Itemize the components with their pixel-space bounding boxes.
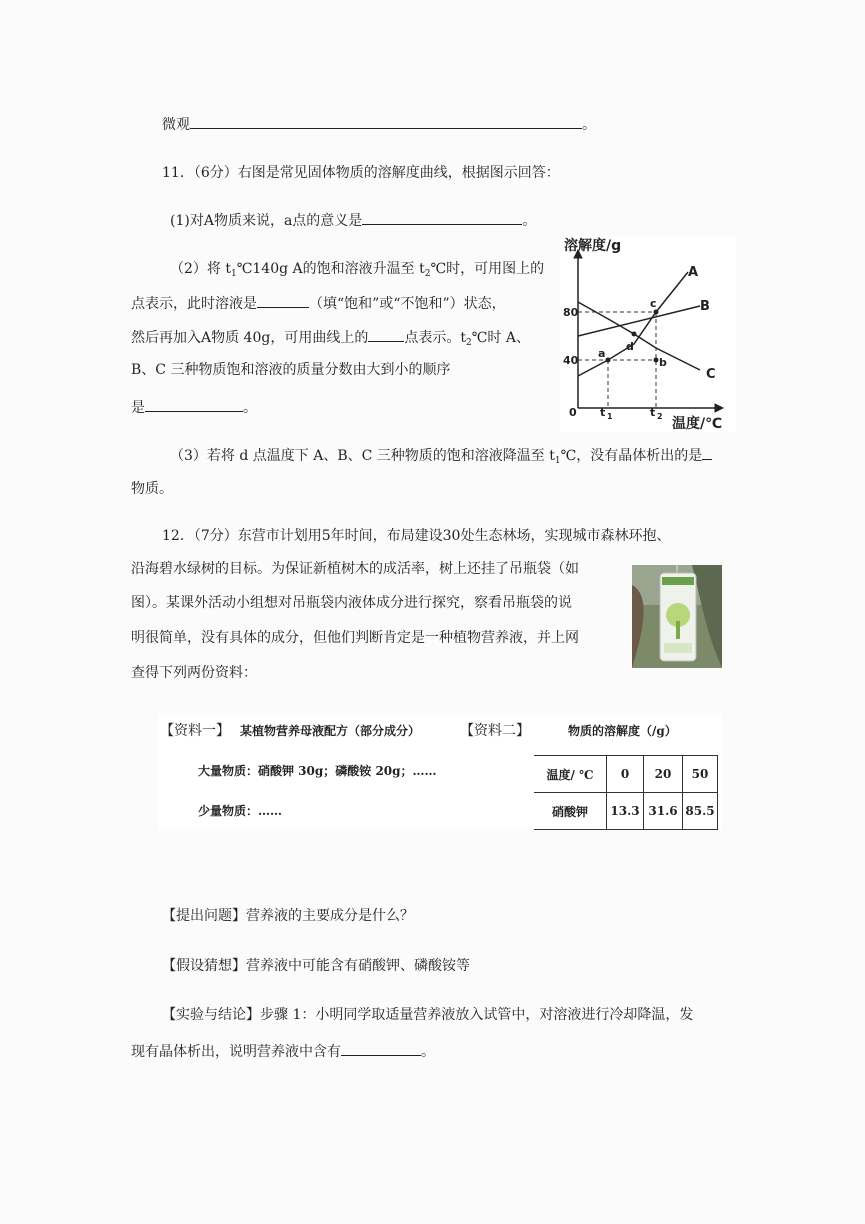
point-b-label: b: [659, 356, 667, 369]
reference-materials: [158, 715, 722, 829]
curve-B-label: B: [700, 299, 710, 314]
table-row: 温度/ ℃ 0 20 50: [534, 756, 718, 793]
q11-part2-line1: （2）将 $t_1℃140g$ A的饱和溶液升温至 $t_2℃$时，可用图上的: [170, 261, 545, 279]
answer-blank-q11-3[interactable]: [702, 445, 712, 460]
solubility-curve-figure: [560, 236, 736, 432]
solubility-curve-svg: [560, 236, 736, 432]
drip-bag-photo: [632, 565, 722, 668]
inquiry-question: 【提出问题】营养液的主要成分是什么？: [162, 908, 414, 924]
point-a: [606, 358, 611, 363]
solubility-table: [534, 755, 718, 830]
inquiry-experiment-line2: 现有晶体析出，说明营养液中含有 。: [131, 1041, 435, 1061]
x-tick-t1-sub: 1: [607, 412, 613, 421]
table-row: 硝酸钾 13.3 31.6 85.5: [534, 793, 718, 830]
ref1-tag: 【资料一】: [160, 723, 230, 739]
q12-line4: 明很简单，没有具体的成分，但他们判断肯定是一种植物营养液，并上网: [131, 630, 579, 646]
y-axis-label: 溶解度/g: [564, 238, 622, 254]
q11-part1: (1)对A物质来说，a点的意义是 。: [170, 210, 536, 230]
q11-part2-line4: B、C 三种物质饱和溶液的质量分数由大到小的顺序: [131, 362, 451, 378]
point-d-label: d: [626, 340, 634, 353]
x-tick-t1: t: [600, 406, 606, 419]
curve-A-label: A: [688, 265, 699, 280]
q12-line2: 沿海碧水绿树的目标。为保证新植树木的成活率，树上还挂了吊瓶袋（如: [131, 561, 579, 577]
ref2-tag: 【资料二】: [460, 723, 530, 739]
answer-blank-q11-2c[interactable]: [145, 397, 243, 412]
curve-B: [578, 306, 700, 336]
point-b: [654, 358, 659, 363]
ref2-title: 物质的溶解度（/g）: [568, 724, 677, 738]
x-axis-label: 温度/℃: [672, 416, 723, 432]
curve-C-label: C: [706, 367, 716, 382]
inquiry-experiment-line1: 【实验与结论】步骤 1：小明同学取适量营养液放入试管中，对溶液进行冷却降温，发: [162, 1007, 694, 1023]
weiguan-line: 微观 。: [162, 114, 596, 134]
ref1-title: 某植物营养母液配方（部分成分）: [240, 724, 421, 738]
point-a-label: a: [598, 347, 606, 360]
q11-part3-line2: 物质。: [131, 481, 173, 497]
ref1-minor: 少量物质：……: [198, 804, 283, 818]
ref1-major: 大量物质：硝酸钾 30g；磷酸铵 20g；……: [198, 764, 437, 778]
answer-blank-q11-1[interactable]: [362, 210, 522, 225]
q11-heading: 11．（6分）右图是常见固体物质的溶解度曲线，根据图示回答：: [162, 165, 560, 181]
origin-label: 0: [569, 406, 577, 419]
drip-bag-illustration: [632, 565, 722, 668]
q12-line1: 12．（7分）东营市计划用5年时间，布局建设30处生态林场，实现城市森林环抱、: [162, 528, 671, 544]
q11-part3-line1: （3）若将 d 点温度下 A、B、C 三种物质的饱和溶液降温至 $t_1℃$，没有晶体析出的是: [170, 445, 712, 470]
answer-blank-q11-2a[interactable]: [257, 293, 309, 308]
x-tick-t2-sub: 2: [657, 412, 663, 421]
point-d: [632, 332, 637, 337]
answer-blank-weiguan[interactable]: [190, 114, 582, 129]
inquiry-hypothesis: 【假设猜想】营养液中可能含有硝酸钾、磷酸铵等: [162, 958, 470, 974]
point-c: [654, 310, 659, 315]
q12-line5: 查得下列两份资料：: [131, 665, 257, 681]
y-tick-80: 80: [563, 306, 579, 319]
answer-blank-q12-1[interactable]: [341, 1041, 421, 1056]
x-axis-arrow: [715, 404, 723, 412]
point-c-label: c: [650, 297, 657, 310]
y-tick-40: 40: [563, 354, 579, 367]
q12-line3: 图）。某课外活动小组想对吊瓶袋内液体成分进行探究，察看吊瓶袋的说: [131, 595, 572, 611]
answer-blank-q11-2b[interactable]: [368, 327, 404, 342]
q11-part2-line3: 然后再加入A物质 40g，可用曲线上的 点表示。$t_2℃$时 A、: [131, 327, 530, 352]
q11-part2-line5: 是 。: [131, 397, 257, 417]
q11-part2-line2: 点表示，此时溶液是 （填“饱和”或“不饱和”）状态，: [131, 293, 506, 313]
x-tick-t2: t: [650, 406, 656, 419]
